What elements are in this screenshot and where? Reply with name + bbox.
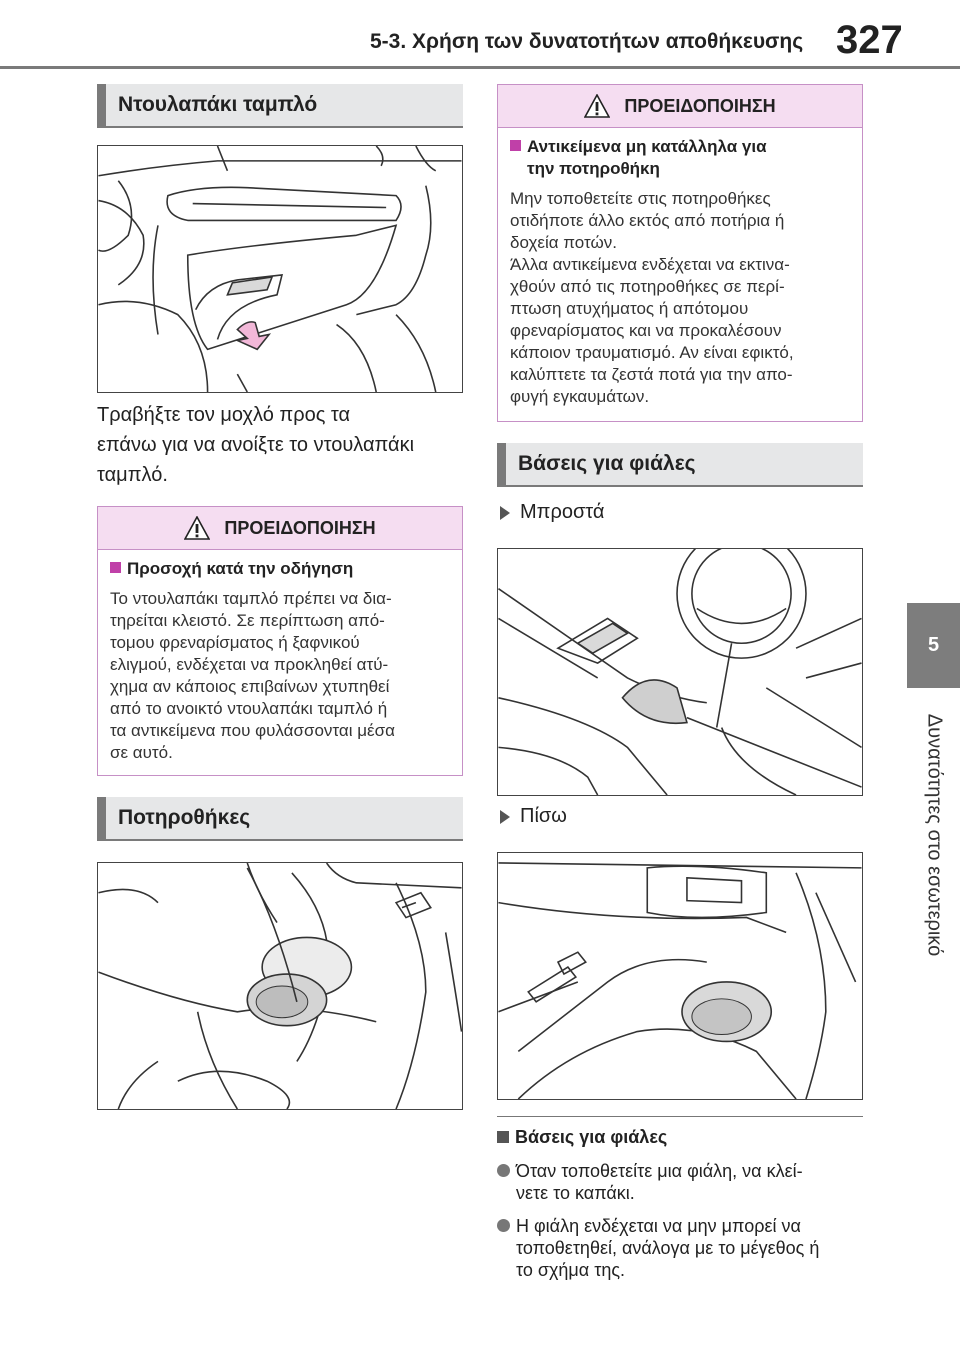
section-heading-bottle-holders: Βάσεις για φιάλες — [497, 443, 863, 487]
warning-text: Το ντουλαπάκι ταμπλό πρέπει να δια- τηρείται κλειστό. Σε περίπτωση από- τομου φρεναρίσματος ή ξαφνικού ελιγμού, ενδέχεται να προκληθεί ατύ- χημα αν κάποιος επιβαίνων χτυπηθεί από το ανοικτό ντουλαπάκι ταμπλό ή τα αντικείμενα που φυλάσσονται μέσα σε αυτό. — [110, 589, 395, 762]
cupholders-drawing — [98, 863, 462, 1109]
warning-title: ΠΡΟΕΙΔΟΠΟΙΗΣΗ — [224, 517, 376, 538]
glovebox-drawing — [98, 146, 462, 392]
front-label-text: Μπροστά — [520, 501, 605, 523]
bottle-note-heading — [497, 1126, 667, 1148]
front-bottle-holder-drawing — [498, 549, 862, 795]
rear-bottle-holder-drawing — [498, 853, 862, 1099]
rear-label-text: Πίσω — [520, 805, 567, 827]
warning-subtitle-line2: την ποτηροθήκη — [527, 159, 660, 178]
glovebox-illustration — [97, 145, 463, 393]
warning-header — [498, 85, 862, 128]
section-heading-cupholders: Ποτηροθήκες — [97, 797, 463, 841]
square-bullet-icon — [110, 562, 121, 573]
caption-line: ταμπλό. — [97, 464, 168, 486]
warning-subtitle-line1: Αντικείμενα μη κατάλληλα για — [527, 137, 767, 156]
cupholders-illustration — [97, 862, 463, 1110]
rear-bottle-holder-illustration — [497, 852, 863, 1100]
header-rule — [0, 66, 960, 69]
page-number: 327 — [836, 18, 903, 62]
chapter-tab-label-text: Δυνατότητες στο εσωτερικό — [923, 713, 945, 957]
round-bullet-icon — [497, 1219, 510, 1232]
front-label — [500, 501, 604, 524]
running-header-title: 5-3. Χρήση των δυνατοτήτων αποθήκευσης — [370, 30, 804, 53]
warning-triangle-icon — [184, 516, 210, 540]
warning-title: ΠΡΟΕΙΔΟΠΟΙΗΣΗ — [624, 95, 776, 116]
square-bullet-icon — [497, 1131, 509, 1143]
chapter-tab-number[interactable]: 5 — [907, 603, 960, 688]
caption-line: Τραβήξτε τον μοχλό προς τα — [97, 404, 351, 426]
front-bottle-holder-illustration — [497, 548, 863, 796]
square-bullet-icon — [510, 140, 521, 151]
warning-box-driving — [97, 506, 463, 776]
warning-subtitle: Προσοχή κατά την οδήγηση — [127, 559, 354, 578]
bullet-item — [497, 1160, 863, 1204]
bottle-note-heading-text: Βάσεις για φιάλες — [515, 1127, 668, 1147]
glovebox-caption — [97, 400, 463, 490]
bullet-text: Όταν τοποθετείτε μια φιάλη, να κλεί- νετε το καπάκι. — [516, 1161, 803, 1203]
section-heading-glovebox: Ντουλαπάκι ταμπλό — [97, 84, 463, 128]
bullet-item — [497, 1215, 863, 1281]
warning-header — [98, 507, 462, 550]
chapter-tab-label — [907, 690, 960, 980]
warning-text: Μην τοποθετείτε στις ποτηροθήκες οτιδήποτε άλλο εκτός από ποτήρια ή δοχεία ποτών. Άλλα αντικείμενα ενδέχεται να εκτινα- χθούν από τις ποτηροθήκες σε περί- πτωση ατυχήματος ή απότομου φρεναρίσματος και να προκαλέσουν κάποιον τραυματισμό. Αν είναι εφικτό, καλύπτετε τα ζεστά ποτά για την απο- φυγή εγκαυμάτων. — [510, 189, 794, 406]
caption-line: επάνω για να ανοίξτε το ντουλαπάκι — [97, 434, 415, 456]
rear-label — [500, 805, 567, 828]
warning-triangle-icon — [584, 94, 610, 118]
triangle-bullet-icon — [500, 810, 510, 824]
divider — [497, 1116, 863, 1117]
bullet-text: Η φιάλη ενδέχεται να μην μπορεί να τοποθετηθεί, ανάλογα με το μέγεθος ή το σχήμα της. — [516, 1216, 820, 1280]
triangle-bullet-icon — [500, 506, 510, 520]
warning-box-cupholder — [497, 84, 863, 422]
round-bullet-icon — [497, 1164, 510, 1177]
